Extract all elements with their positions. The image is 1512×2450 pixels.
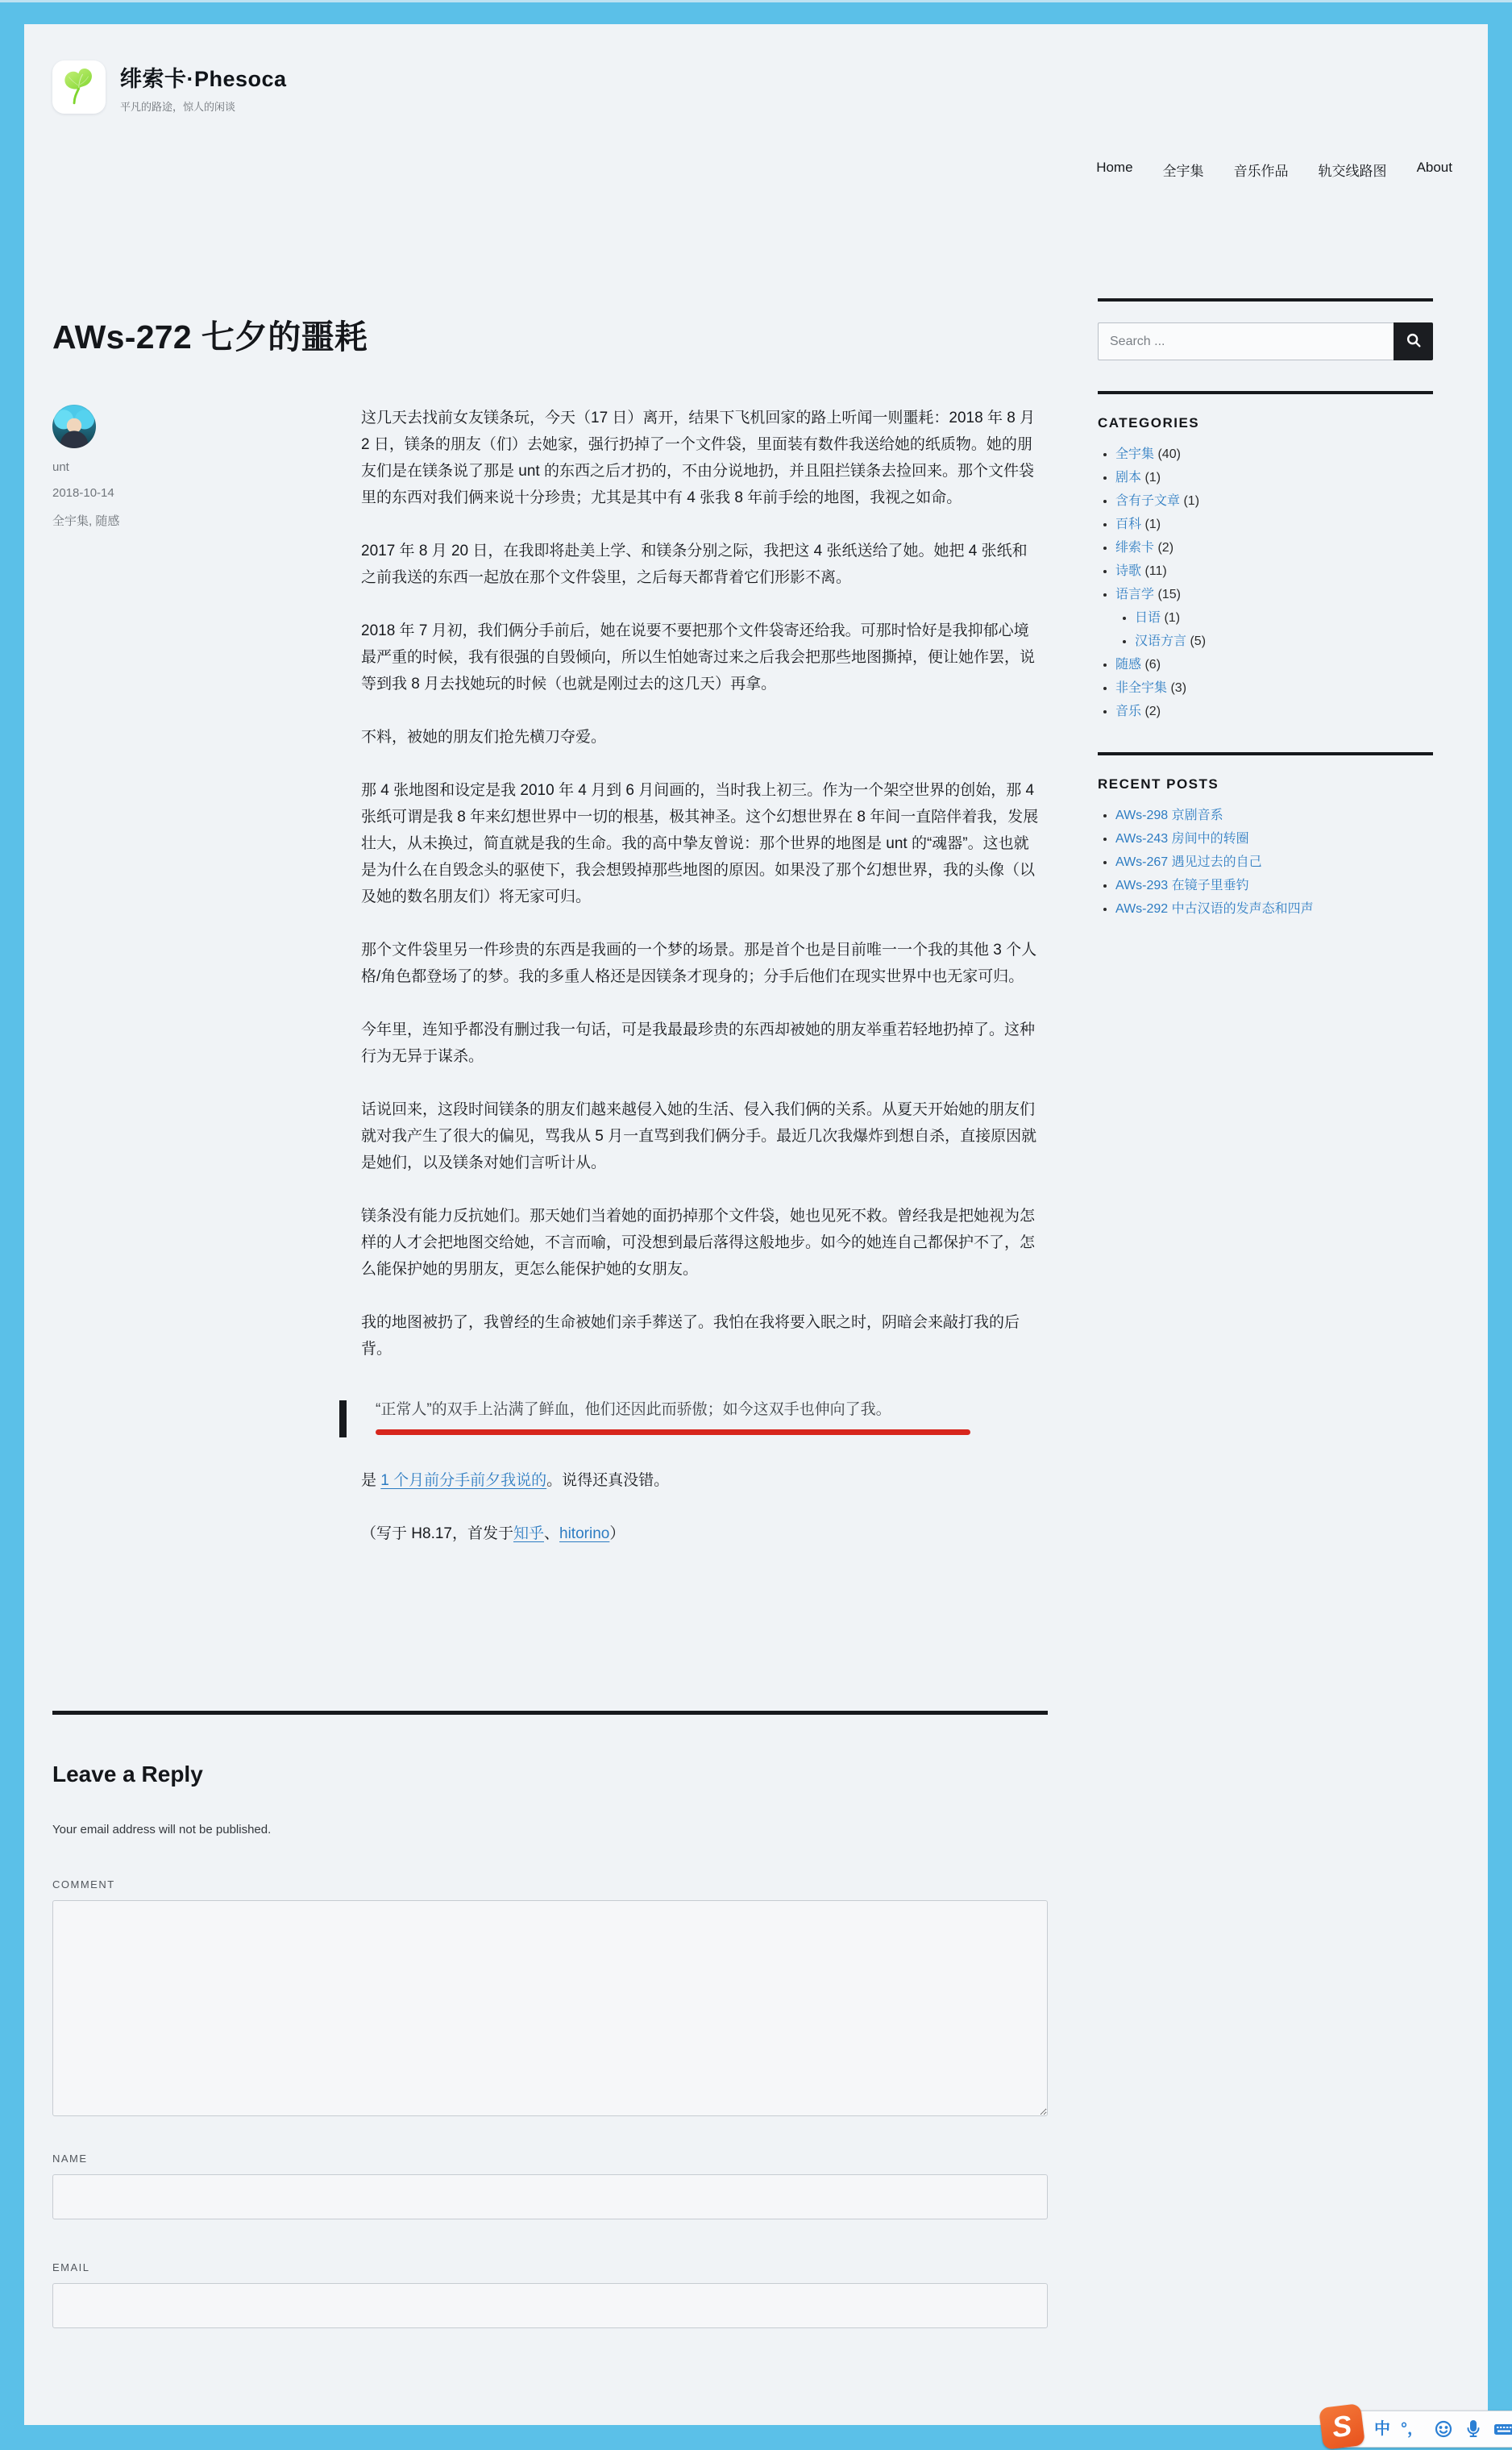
comment-textarea[interactable] <box>52 1900 1048 2116</box>
site-header <box>52 24 1459 298</box>
recent-post-link[interactable]: AWs-298 京剧音系 <box>1115 809 1223 822</box>
post-date[interactable]: 2018-10-14 <box>52 486 114 500</box>
category-count: (2) <box>1141 705 1161 718</box>
blockquote-marker <box>339 1400 347 1437</box>
site-title-group <box>120 61 287 114</box>
category-link[interactable]: 汉语方言 <box>1135 634 1187 648</box>
comments-section <box>52 1762 1048 2328</box>
category-link[interactable]: 日语 <box>1135 611 1161 625</box>
category-item <box>1115 583 1433 653</box>
after-quote-prefix: 是 <box>361 1472 381 1489</box>
article-paragraph: 那 4 张地图和设定是我 2010 年 4 月到 6 月间画的，当时我上初三。作为一个架空世界的创始，那 4 张纸可谓是我 8 年来幻想世界中一切的根基，极其神圣。这个幻想世界在 8 年间一直陪伴着我，发展壮大，从未换过，简直就是我的生命。我的高中挚友曾说：那个世界的地图是 unt 的“魂器”。这也就是为什么在自毁念头的驱使下，我会想毁掉那些地图的原因。如果没了那个幻想世界，我的头像（以及她的数名朋友们）将无家可归。 <box>361 782 1039 905</box>
soft-keyboard-icon[interactable] <box>1493 2419 1512 2439</box>
search-icon <box>1405 331 1423 351</box>
after-quote-line <box>361 1467 1040 1494</box>
zhihu-link[interactable]: 知乎 <box>513 1525 544 1542</box>
quote-red-underline <box>376 1429 970 1435</box>
ime-toolbar <box>1323 2410 1512 2448</box>
page <box>24 24 1488 2425</box>
category-item <box>1115 443 1433 466</box>
category-sublist <box>1115 606 1433 653</box>
category-count: (40) <box>1154 447 1181 461</box>
category-item <box>1115 489 1433 513</box>
ime-logo-icon[interactable]: S <box>1319 2403 1365 2450</box>
category-count: (2) <box>1154 541 1174 555</box>
recent-post-item <box>1115 827 1433 851</box>
email-label: EMAIL <box>52 2261 90 2273</box>
search-form <box>1098 322 1433 360</box>
email-field[interactable] <box>52 2283 1048 2328</box>
author-name[interactable]: unt <box>52 460 69 474</box>
voice-input-icon[interactable] <box>1464 2419 1483 2439</box>
author-avatar[interactable] <box>52 405 96 448</box>
nav-item[interactable]: 全宇集 <box>1162 164 1204 179</box>
post-meta <box>52 405 361 1574</box>
nav-item[interactable]: 音乐作品 <box>1233 164 1289 179</box>
article-paragraph: 我的地图被扔了，我曾经的生命被她们亲手葬送了。我怕在我将要入眠之时，阴暗会来敲打我的后背。 <box>361 1314 1020 1358</box>
punctuation-icon[interactable]: °， <box>1401 2420 1423 2438</box>
frame-top-highlight <box>0 0 1512 2</box>
category-count: (5) <box>1186 634 1207 648</box>
site-title[interactable]: 绯索卡·Phesoca <box>120 66 287 91</box>
search-button[interactable] <box>1394 322 1433 360</box>
post-title: AWs-272 七夕的噩耗 <box>52 318 368 356</box>
category-item <box>1115 676 1433 700</box>
category-link[interactable]: 百科 <box>1115 518 1142 531</box>
nav-item[interactable]: Home <box>1096 160 1133 175</box>
category-count: (1) <box>1161 611 1181 625</box>
categories-list <box>1098 443 1433 723</box>
comments-separator <box>52 1711 1048 1715</box>
category-item <box>1115 559 1433 583</box>
nav-item[interactable]: 轨交线路图 <box>1318 164 1387 179</box>
category-link[interactable]: 含有子文章 <box>1115 494 1181 508</box>
category-count: (6) <box>1141 658 1161 672</box>
footnote-prefix: （写于 H8.17，首发于 <box>361 1525 513 1542</box>
widget-separator <box>1098 391 1433 394</box>
category-count: (1) <box>1180 494 1200 508</box>
category-item <box>1115 653 1433 676</box>
emoji-icon[interactable] <box>1434 2419 1453 2439</box>
recent-post-link[interactable]: AWs-243 房间中的转圈 <box>1115 832 1249 846</box>
chinese-mode-icon[interactable]: 中 <box>1374 2420 1390 2438</box>
blockquote <box>361 1398 1040 1435</box>
category-link[interactable]: 诗歌 <box>1115 564 1142 578</box>
category-item <box>1115 536 1433 559</box>
article-paragraph: 那个文件袋里另一件珍贵的东西是我画的一个梦的场景。那是首个也是目前唯一一个我的其他 3 个人格/角色都登场了的梦。我的多重人格还是因镁条才现身的；分手后他们在现实世界中也无家可归。 <box>361 942 1037 985</box>
recent-post-link[interactable]: AWs-267 遇见过去的自己 <box>1115 855 1262 869</box>
recent-post-item <box>1115 874 1433 897</box>
categories-title: CATEGORIES <box>1098 415 1200 431</box>
recent-post-link[interactable]: AWs-293 在镜子里垂钓 <box>1115 879 1249 892</box>
recent-post-item <box>1115 897 1433 921</box>
category-item <box>1115 466 1433 489</box>
hitorino-link[interactable]: hitorino <box>559 1525 610 1542</box>
article-paragraph: 2018 年 7 月初，我们俩分手前后，她在说要不要把那个文件袋寄还给我。可那时恰好是我抑郁心境最严重的时候，我有很强的自毁倾向，所以生怕她寄过来之后我会把那些地图撕掉，便让她作罢，说等到我 8 月去找她玩的时候（也就是刚过去的这几天）再拿。 <box>361 622 1036 693</box>
article-paragraphs <box>361 405 1040 1362</box>
category-link[interactable]: 剧本 <box>1115 471 1142 485</box>
footnote-suffix: ） <box>609 1525 625 1542</box>
article-paragraph: 今年里，连知乎都没有删过我一句话，可是我最最珍贵的东西却被她的朋友举重若轻地扔掉了。这种行为无异于谋杀。 <box>361 1021 1036 1065</box>
site-tagline: 平凡的路途，惊人的闲谈 <box>120 100 236 113</box>
footnote-line <box>361 1520 1040 1547</box>
article-paragraph: 话说回来，这段时间镁条的朋友们越来越侵入她的生活、侵入我们俩的关系。从夏天开始她的朋友们就对我产生了很大的偏见，骂我从 5 月一直骂到我们俩分手。最近几次我爆炸到想自杀，直接原因就是她们，以及镁条对她们言听计从。 <box>361 1101 1037 1171</box>
ginkgo-leaf-icon <box>58 64 100 110</box>
widget-separator <box>1098 752 1433 755</box>
reply-title: Leave a Reply <box>52 1762 203 1787</box>
main-nav <box>1096 160 1452 180</box>
post-categories[interactable]: 全宇集, 随感 <box>52 514 120 528</box>
search-input[interactable] <box>1098 322 1394 360</box>
recent-posts-list <box>1098 804 1433 921</box>
reply-notice: Your email address will not be published. <box>52 1823 272 1836</box>
category-count: (15) <box>1154 588 1181 601</box>
footnote-separator: 、 <box>544 1525 560 1542</box>
category-item <box>1135 606 1433 630</box>
category-link[interactable]: 全宇集 <box>1115 447 1155 461</box>
article-paragraph: 这几天去找前女友镁条玩，今天（17 日）离开，结果下飞机回家的路上听闻一则噩耗：2018 年 8 月 2 日，镁条的朋友（们）去她家，强行扔掉了一个文件袋，里面装有数件我送给她的纸质物。她的朋友们是在镁条说了那是 unt 的东西之后才扔的，不由分说地扔，并且阻拦镁条去捡回来。那个文件袋里的东西对我们俩来说十分珍贵；尤其是其中有 4 张我 8 年前手绘的地图，我视之如命。 <box>361 410 1036 506</box>
blockquote-text: “正常人”的双手上沾满了鲜血，他们还因此而骄傲；如今这双手也伸向了我。 <box>376 1401 891 1418</box>
category-count: (11) <box>1141 564 1167 578</box>
category-link[interactable]: 语言学 <box>1115 588 1155 601</box>
recent-post-link[interactable]: AWs-292 中古汉语的发声态和四声 <box>1115 902 1314 916</box>
category-count: (3) <box>1167 681 1187 695</box>
sidebar <box>1098 298 1433 950</box>
comment-label: COMMENT <box>52 1878 115 1891</box>
article-body <box>361 405 1040 1574</box>
recent-posts-title: RECENT POSTS <box>1098 776 1219 792</box>
category-link[interactable]: 音乐 <box>1115 705 1142 718</box>
category-count: (1) <box>1141 471 1161 485</box>
quote-source-link[interactable]: 1 个月前分手前夕我说的 <box>380 1472 547 1489</box>
category-link[interactable]: 随感 <box>1115 658 1142 672</box>
category-link[interactable]: 绯索卡 <box>1115 541 1155 555</box>
widget-separator <box>1098 298 1433 302</box>
nav-item[interactable]: About <box>1416 160 1452 175</box>
main-column <box>52 298 1048 2328</box>
category-item <box>1115 513 1433 536</box>
category-count: (1) <box>1141 518 1161 531</box>
after-quote-suffix: 。说得还真没错。 <box>546 1472 670 1489</box>
article-paragraph: 不料，被她的朋友们抢先横刀夺爱。 <box>361 729 607 746</box>
recent-post-item <box>1115 804 1433 827</box>
name-field[interactable] <box>52 2174 1048 2219</box>
site-branding <box>52 60 287 114</box>
site-logo[interactable] <box>52 60 106 114</box>
category-link[interactable]: 非全宇集 <box>1115 681 1168 695</box>
article-paragraph: 镁条没有能力反抗她们。那天她们当着她的面扔掉那个文件袋，她也见死不救。曾经我是把她视为怎样的人才会把地图交给她，不言而喻，可没想到最后落得这般地步。如今的她连自己都保护不了，怎么能保护她的男朋友，更怎么能保护她的女朋友。 <box>361 1208 1036 1278</box>
article <box>52 405 1048 1574</box>
category-item <box>1115 700 1433 723</box>
recent-post-item <box>1115 851 1433 874</box>
category-item <box>1135 630 1433 653</box>
article-paragraph: 2017 年 8 月 20 日，在我即将赴美上学、和镁条分别之际，我把这 4 张纸送给了她。她把 4 张纸和之前我送的东西一起放在那个文件袋里，之后每天都背着它们形影不离。 <box>361 543 1028 586</box>
name-label: NAME <box>52 2153 88 2165</box>
